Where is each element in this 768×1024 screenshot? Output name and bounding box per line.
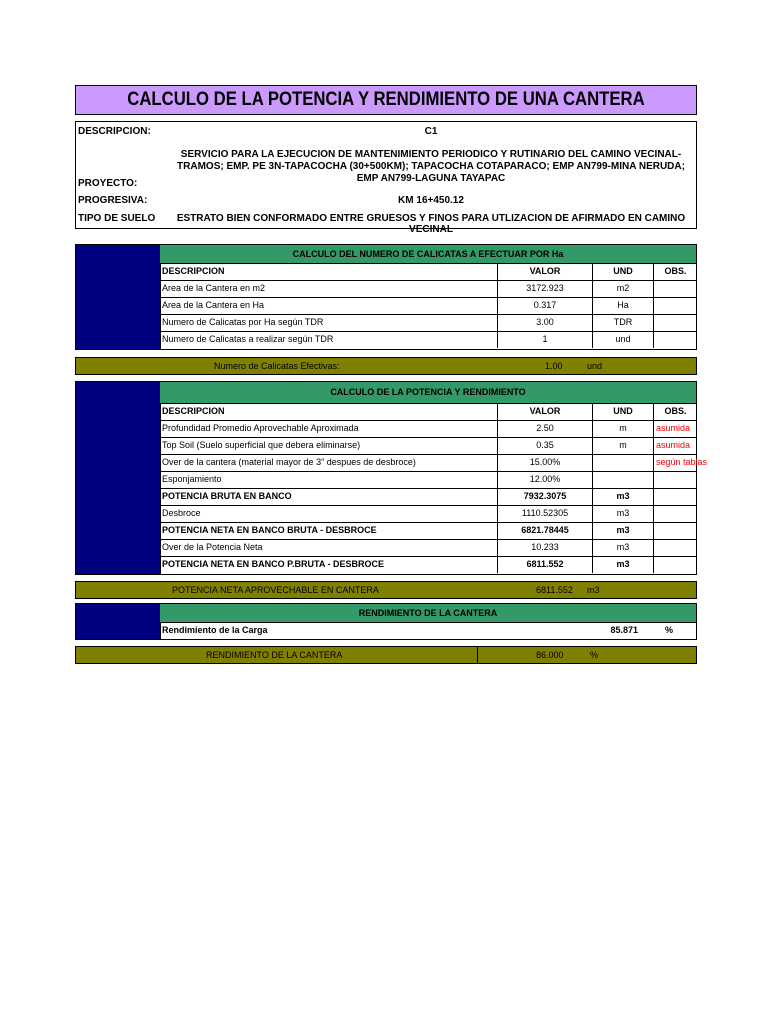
page-title: CALCULO DE LA POTENCIA Y RENDIMIENTO DE UNA CANTERA [75, 85, 697, 115]
col-und: UND [593, 403, 654, 420]
cell-und: m [593, 437, 654, 454]
rendimiento-total-value: 86.000 [536, 650, 564, 660]
calicatas-table [75, 244, 697, 350]
cell-und: m3 [593, 522, 654, 539]
cell-desc: POTENCIA NETA EN BANCO BRUTA - DESBROCE [160, 522, 498, 539]
cell-valor: 2.50 [498, 420, 593, 437]
progresiva-label: PROGRESIVA: [78, 195, 148, 206]
cell-valor: 1110.52305 [498, 505, 593, 522]
rendimiento-total-und: % [590, 650, 599, 660]
rendimiento-table [75, 603, 697, 640]
col-obs: OBS. [664, 266, 687, 276]
col-descripcion: DESCRIPCION [160, 263, 498, 280]
cell-obs: asumida [656, 440, 691, 450]
cell-und: m3 [593, 488, 654, 505]
col-valor: VALOR [498, 403, 593, 420]
cell-und: Ha [593, 297, 654, 314]
table-row [160, 454, 708, 472]
cell-valor: 12.00% [498, 471, 593, 488]
cell-und: m3 [593, 556, 654, 573]
cell-desc: POTENCIA BRUTA EN BANCO [160, 488, 498, 505]
potencia-neta-bar [75, 581, 697, 599]
cell-valor: 6821.78445 [498, 522, 593, 539]
potencia-neta-und: m3 [587, 585, 600, 595]
table-row [160, 420, 696, 438]
col-valor: VALOR [498, 263, 593, 280]
calicatas-efectivas-label: Numero de Calicatas Efectivas: [214, 361, 340, 371]
cell-desc: Top Soil (Suelo superficial que debera eliminarse) [160, 437, 498, 454]
cell-valor: 6811.552 [498, 556, 593, 573]
cell-und: % [665, 625, 674, 635]
table-header-row [160, 263, 696, 281]
cell-valor: 1 [498, 331, 593, 348]
table-row [160, 488, 696, 506]
cell-obs [654, 505, 697, 522]
col-obs: OBS. [664, 406, 687, 416]
navy-side-panel [76, 245, 161, 349]
cell-und [593, 454, 654, 471]
cell-desc: Rendimiento de la Carga [162, 625, 268, 635]
table-row [160, 622, 696, 639]
cell-obs [654, 314, 697, 331]
potencia-neta-value: 6811.552 [536, 585, 573, 595]
proyecto-value: SERVICIO PARA LA EJECUCION DE MANTENIMIENTO PERIODICO Y RUTINARIO DEL CAMINO VECINAL- TRAMOS; EMP. PE 3N-TAPACOCHA (30+500KM); TAPACOCHA COTAPARACO; EMP AN799-MINA NERUDA; EMP AN799-LAGUNA TAYAPAC [177, 149, 685, 184]
table-row [160, 280, 696, 298]
cell-desc: Profundidad Promedio Aprovechable Aproximada [160, 420, 498, 437]
suelo-label: TIPO DE SUELO [78, 213, 156, 224]
table-row [160, 437, 696, 455]
table-row [160, 556, 696, 573]
potencia-neta-label: POTENCIA NETA APROVECHABLE EN CANTERA [172, 585, 379, 595]
cell-valor: 85.871 [610, 625, 638, 635]
cell-desc: Over de la Potencia Neta [160, 539, 498, 556]
cell-desc: Numero de Calicatas a realizar según TDR [160, 331, 498, 348]
calicatas-header: CALCULO DEL NUMERO DE CALICATAS A EFECTUAR POR Ha [160, 245, 696, 264]
cell-obs [654, 522, 697, 539]
cell-valor: 7932.3075 [498, 488, 593, 505]
descripcion-value: C1 [424, 126, 438, 137]
cell-desc: Numero de Calicatas por Ha según TDR [160, 314, 498, 331]
table-row [160, 522, 696, 540]
table-row [160, 297, 696, 315]
table-row [160, 314, 696, 332]
navy-side-panel [76, 382, 161, 574]
col-und: UND [593, 263, 654, 280]
cell-und: m [593, 420, 654, 437]
calicatas-efectivas-und: und [587, 361, 603, 371]
cell-und: TDR [593, 314, 654, 331]
cell-valor: 0.35 [498, 437, 593, 454]
progresiva-value: KM 16+450.12 [398, 195, 464, 206]
cell-und: m3 [593, 539, 654, 556]
proyecto-label: PROYECTO: [78, 178, 138, 189]
descripcion-label: DESCRIPCION: [78, 126, 151, 137]
cell-und [593, 471, 654, 488]
cell-obs: asumida [656, 423, 691, 433]
cell-desc: Esponjamiento [160, 471, 498, 488]
cell-obs [654, 331, 697, 348]
table-row [160, 331, 696, 348]
navy-side-panel [76, 604, 161, 639]
potencia-header: CALCULO DE LA POTENCIA Y RENDIMIENTO [160, 382, 696, 404]
table-row [160, 505, 696, 523]
calicatas-efectivas-value: 1.00 [545, 361, 563, 371]
cell-valor: 0.317 [498, 297, 593, 314]
table-row [160, 471, 696, 489]
rendimiento-total-bar [75, 646, 697, 664]
potencia-table [75, 381, 708, 575]
cell-obs [654, 471, 697, 488]
col-descripcion: DESCRIPCION [160, 403, 498, 420]
calicatas-efectivas-bar [75, 357, 697, 375]
rendimiento-header: RENDIMIENTO DE LA CANTERA [160, 604, 696, 623]
cell-und: m2 [593, 280, 654, 297]
cell-valor: 10.233 [498, 539, 593, 556]
cell-valor: 3.00 [498, 314, 593, 331]
cell-obs [654, 556, 697, 573]
cell-desc: Desbroce [160, 505, 498, 522]
cell-obs [654, 539, 697, 556]
table-header-row [160, 403, 696, 421]
cell-desc: Over de la cantera (material mayor de 3" despues de desbroce) [160, 454, 498, 471]
cell-obs [654, 297, 697, 314]
cell-und: und [593, 331, 654, 348]
cell-obs [654, 488, 697, 505]
cell-valor: 3172.923 [498, 280, 593, 297]
cell-obs: según tablas [656, 457, 708, 467]
cell-obs [654, 280, 697, 297]
cell-und: m3 [593, 505, 654, 522]
table-row [160, 539, 696, 557]
cell-valor: 15.00% [498, 454, 593, 471]
cell-desc: POTENCIA NETA EN BANCO P.BRUTA - DESBROCE [160, 556, 498, 573]
cell-desc: Area de la Cantera en m2 [160, 280, 498, 297]
rendimiento-total-label: RENDIMIENTO DE LA CANTERA [206, 650, 343, 660]
suelo-value: ESTRATO BIEN CONFORMADO ENTRE GRUESOS Y FINOS PARA UTLIZACION DE AFIRMADO EN CAMINO VECINAL [176, 213, 686, 235]
project-info [75, 121, 697, 235]
cell-desc: Area de la Cantera en Ha [160, 297, 498, 314]
